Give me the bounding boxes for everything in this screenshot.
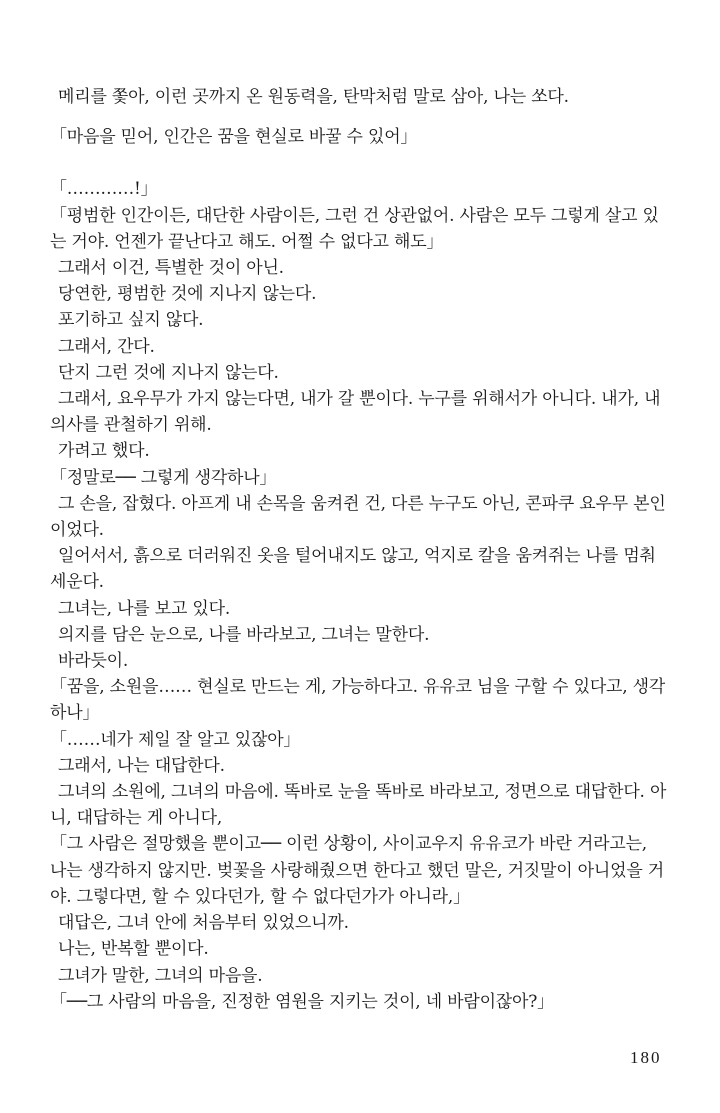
text-line: 메리를 쫓아, 이런 곳까지 온 원동력을, 탄막처럼 말로 삼아, 나는 쏘다. [58, 87, 569, 107]
text-line: 당연한, 평범한 것에 지나지 않는다. [58, 284, 317, 305]
text-line: 그녀의 소원에, 그녀의 마음에. 똑바로 눈을 똑바로 바라보고, 정면으로 대답한다. 아 [58, 782, 667, 803]
text-line: 그래서, 요우무가 가지 않는다면, 내가 갈 뿐이다. 누구를 위해서가 아니다. 내가, 내 [58, 389, 661, 410]
text-line: 가려고 했다. [58, 441, 150, 462]
text-line: 일어서서, 흙으로 더러워진 옷을 털어내지도 않고, 억지로 칼을 움켜쥐는 나를 멈춰 [58, 546, 656, 567]
text-line: 「그 사람은 절망했을 뿐이고── 이런 상황이, 사이교우지 유유코가 바란 거라고는, [50, 834, 647, 855]
text-line: 「꿈을, 소원을…… 현실로 만드는 게, 가능하다고. 유유코 님을 구할 수 있다고, 생각 [50, 677, 666, 698]
text-line: 나는 생각하지 않지만. 벚꽃을 사랑해줬으면 한다고 했던 말은, 거짓말이 아니었을 거 [50, 860, 664, 881]
text-line: 「──그 사람의 마음을, 진정한 염원을 지키는 것이, 네 바람이잖아?」 [50, 991, 554, 1012]
text-line: 이었다. [50, 520, 104, 541]
text-line: 「……네가 제일 잘 알고 있잖아」 [50, 729, 301, 750]
text-line: 그녀는, 나를 보고 있다. [58, 598, 231, 619]
text-line: 그래서, 간다. [58, 336, 155, 357]
text-line: 의사를 관철하기 위해. [50, 415, 212, 436]
text-line: 하나」 [50, 703, 100, 724]
text-line: 세운다. [50, 572, 104, 593]
text-line: 의지를 담은 눈으로, 나를 바라보고, 그녀는 말한다. [58, 624, 430, 645]
text-line: 바라듯이. [58, 651, 129, 672]
text-line: 그래서 이건, 특별한 것이 아닌. [58, 258, 284, 279]
text-line: 포기하고 싶지 않다. [58, 310, 204, 331]
text-line: 「평범한 인간이든, 대단한 사람이든, 그런 건 상관없어. 사람은 모두 그렇게 살고 있 [50, 205, 659, 226]
text-line: 단지 그런 것에 지나지 않는다. [58, 362, 279, 383]
text-line: 나는, 반복할 뿐이다. [58, 939, 209, 960]
text-line: 그래서, 나는 대답한다. [58, 755, 225, 776]
text-line: 그 손을, 잡혔다. 아프게 내 손목을 움켜쥔 건, 다른 누구도 아닌, 콘파쿠 요우무 본인 [58, 493, 666, 514]
text-line: 「…………!」 [50, 179, 158, 200]
text-line: 니, 대답하는 게 아니다, [50, 808, 223, 829]
novel-page-text [50, 84, 680, 1015]
text-line: 「마음을 믿어, 인간은 꿈을 현실로 바꿀 수 있어」 [50, 127, 418, 148]
text-line: 대답은, 그녀 안에 처음부터 있었으니까. [58, 913, 349, 934]
text-line: 는 거야. 언젠가 끝난다고 해도. 어쩔 수 없다고 해도」 [50, 231, 444, 252]
text-line: 야. 그렇다면, 할 수 있다던가, 할 수 없다던가가 아니라,」 [50, 886, 470, 907]
page-number: 180 [630, 1048, 662, 1067]
text-line: 그녀가 말한, 그녀의 마음을. [58, 965, 263, 986]
text-line: 「정말로── 그렇게 생각하나」 [50, 467, 277, 488]
